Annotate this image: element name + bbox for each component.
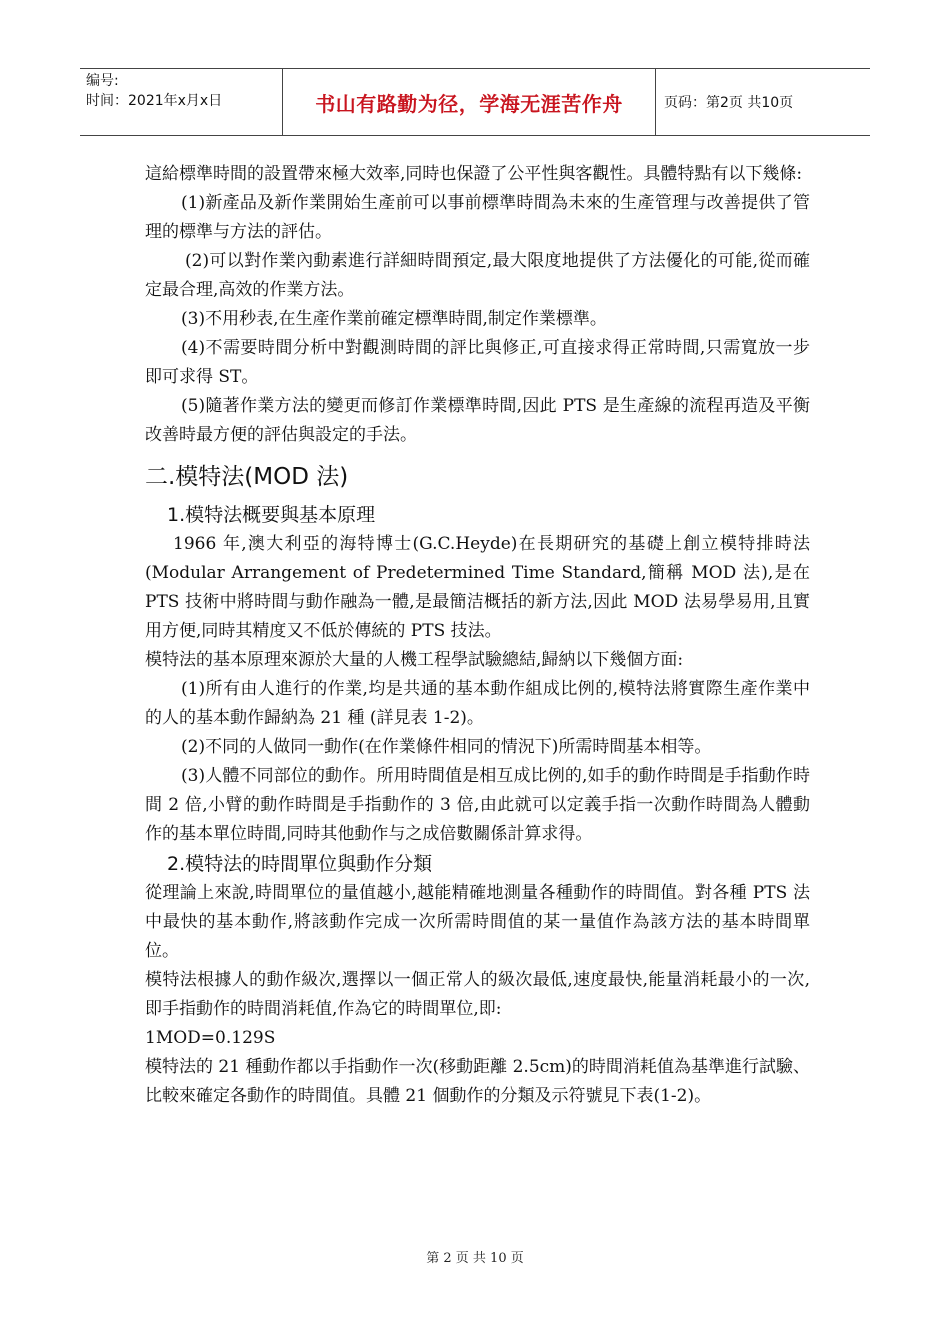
subsection-heading: 2.模特法的時間單位與動作分類	[167, 853, 433, 875]
paragraph: (1)新產品及新作業開始生產前可以事前標準時間為未來的生產管理与改善提供了管理的標準与方法的評估。	[145, 193, 810, 242]
document-body	[145, 160, 810, 1111]
page-footer: 第 2 页 共 10 页	[426, 1251, 524, 1266]
paragraph: 這給標準時間的設置帶來極大效率,同時也保證了公平性與客觀性。具體特點有以下幾條:	[145, 164, 803, 184]
header-motto: 书山有路勤为径，学海无涯苦作舟	[282, 69, 656, 135]
section-heading: 二.模特法(MOD 法)	[145, 464, 349, 490]
header-page-info: 页码：第2页 共10页	[664, 95, 794, 111]
time-label: 时间：2021年x月x日	[86, 93, 223, 109]
header-meta	[80, 69, 282, 135]
paragraph: (4)不需要時間分析中對觀測時間的評比與修正,可直接求得正常時間,只需寬放一步即可求得 ST。	[145, 338, 810, 387]
number-label: 编号:	[86, 73, 119, 89]
paragraph: 1966 年,澳大利亞的海特博士(G.C.Heyde)在長期研究的基礎上創立模特排時法(Modular Arrangement of Predetermined Time Standard,簡稱 MOD 法),是在 PTS 技術中將時間与動作融為一體,是最簡洁概括的新方法,因此 MOD 法易學易用,且實用方便,同時其精度又不低於傳統的 PTS 技法。	[145, 534, 810, 641]
formula-line: 1MOD=0.129S	[145, 1028, 276, 1048]
paragraph: (5)隨著作業方法的變更而修訂作業標準時間,因此 PTS 是生產線的流程再造及平衡改善時最方便的評估與設定的手法。	[145, 396, 810, 445]
paragraph: 模特法的 21 種動作都以手指動作一次(移動距離 2.5cm)的時間消耗值為基準進行試驗、比較來確定各動作的時間值。具體 21 個動作的分類及示符號見下表(1-2)。	[145, 1057, 810, 1106]
paragraph: (3)不用秒表,在生產作業前確定標準時間,制定作業標準。	[181, 309, 607, 329]
subsection-heading: 1.模特法概要與基本原理	[167, 504, 376, 526]
paragraph: (3)人體不同部位的動作。所用時間值是相互成比例的,如手的動作時間是手指動作時間 2 倍,小臂的動作時間是手指動作的 3 倍,由此就可以定義手指一次動作時間為人體動作的基本單位時間,同時其他動作与之成倍數關係計算求得。	[145, 766, 810, 844]
paragraph: 模特法根據人的動作級次,選擇以一個正常人的級次最低,速度最快,能量消耗最小的一次,即手指動作的時間消耗值,作為它的時間單位,即:	[145, 970, 810, 1019]
paragraph: (2)不同的人做同一動作(在作業條件相同的情況下)所需時間基本相等。	[181, 737, 712, 757]
paragraph: 從理論上來說,時間單位的量值越小,越能精確地測量各種動作的時間值。對各種 PTS 法中最快的基本動作,將該動作完成一次所需時間值的某一量值作為該方法的基本時間單位。	[145, 883, 810, 961]
paragraph: (1)所有由人進行的作業,均是共通的基本動作組成比例的,模特法將實際生產作業中的人的基本動作歸納為 21 種 (詳見表 1-2)。	[145, 679, 810, 728]
paragraph: (2)可以對作業內動素進行詳細時間預定,最大限度地提供了方法優化的可能,從而確定最合理,高效的作業方法。	[145, 251, 810, 300]
paragraph: 模特法的基本原理來源於大量的人機工程學試驗總結,歸納以下幾個方面:	[145, 650, 684, 670]
header-table	[80, 68, 870, 136]
